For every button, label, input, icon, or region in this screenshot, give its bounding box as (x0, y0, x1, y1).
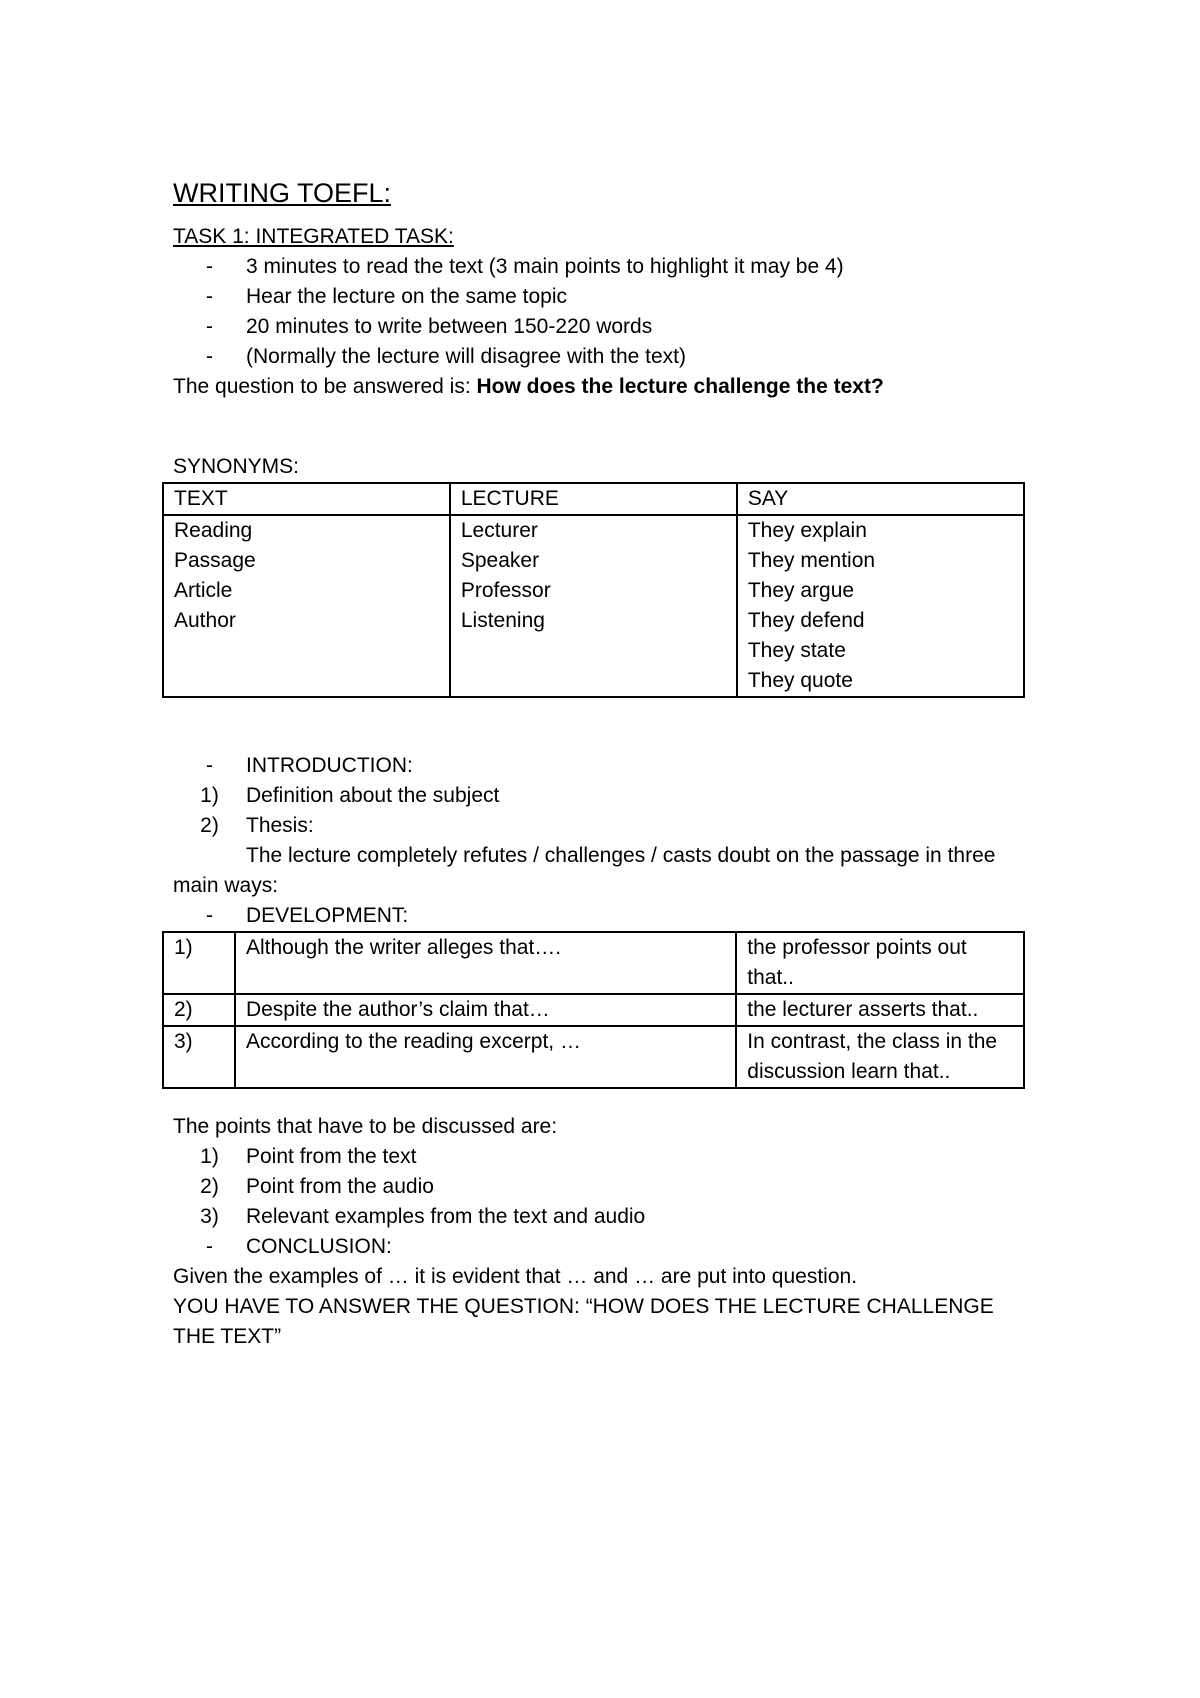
lecture-response-cell: In contrast, the class in the discussion learn that.. (736, 1026, 1024, 1088)
synonyms-section (173, 452, 1026, 698)
synonyms-table (162, 482, 1025, 698)
table-row (163, 1026, 1024, 1088)
lecture-synonyms-cell: Lecturer Speaker Professor Listening (450, 515, 737, 697)
writer-claim-cell: Despite the author’s claim that… (235, 994, 736, 1026)
table-header-cell: LECTURE (450, 483, 737, 515)
row-number: 3) (163, 1026, 235, 1088)
row-number: 1) (163, 932, 235, 994)
list-item: 1) Point from the text (200, 1145, 417, 1168)
thesis-paragraph: The lecture completely refutes / challenges / casts doubt on the passage in three main ways: (173, 844, 996, 897)
structure-section (173, 751, 1026, 1089)
lecture-response-cell: the lecturer asserts that.. (736, 994, 1024, 1026)
page-title: WRITING TOEFL: (173, 178, 392, 208)
list-item: 2) Point from the audio (200, 1175, 434, 1198)
list-item: - Hear the lecture on the same topic (206, 285, 568, 308)
points-heading: The points that have to be discussed are: (173, 1115, 558, 1138)
text-synonyms-cell: Reading Passage Article Author (163, 515, 450, 697)
table-header-cell: TEXT (163, 483, 450, 515)
task1-section (173, 222, 1026, 402)
say-synonyms-cell: They explain They mention They argue They defend They state They quote (737, 515, 1024, 697)
lecture-response-cell: the professor points out that.. (736, 932, 1024, 994)
row-number: 2) (163, 994, 235, 1026)
table-header-cell: SAY (737, 483, 1024, 515)
list-item: 2) Thesis: (200, 814, 314, 837)
list-item: 1) Definition about the subject (200, 784, 500, 807)
points-section (173, 1112, 1026, 1352)
synonyms-heading: SYNONYMS: (173, 455, 300, 478)
writer-claim-cell: Although the writer alleges that…. (235, 932, 736, 994)
table-header-row (163, 483, 1024, 515)
task1-question: The question to be answered is: How does the lecture challenge the text? (173, 375, 884, 398)
conclusion-text: Given the examples of … it is evident that … and … are put into question. (173, 1265, 858, 1288)
table-row (163, 994, 1024, 1026)
list-item: - 20 minutes to write between 150-220 words (206, 315, 653, 338)
task1-heading: TASK 1: INTEGRATED TASK: (173, 225, 454, 248)
development-label: - DEVELOPMENT: (206, 904, 409, 927)
conclusion-label: - CONCLUSION: (206, 1235, 392, 1258)
introduction-label: - INTRODUCTION: (206, 754, 413, 777)
final-instruction: YOU HAVE TO ANSWER THE QUESTION: “HOW DOES THE LECTURE CHALLENGE THE TEXT” (173, 1295, 994, 1348)
list-item: - (Normally the lecture will disagree with the text) (206, 345, 686, 368)
writer-claim-cell: According to the reading excerpt, … (235, 1026, 736, 1088)
list-item: - 3 minutes to read the text (3 main points to highlight it may be 4) (206, 255, 844, 278)
development-table (162, 931, 1025, 1089)
table-row (163, 515, 1024, 697)
table-row (163, 932, 1024, 994)
list-item: 3) Relevant examples from the text and audio (200, 1205, 646, 1228)
